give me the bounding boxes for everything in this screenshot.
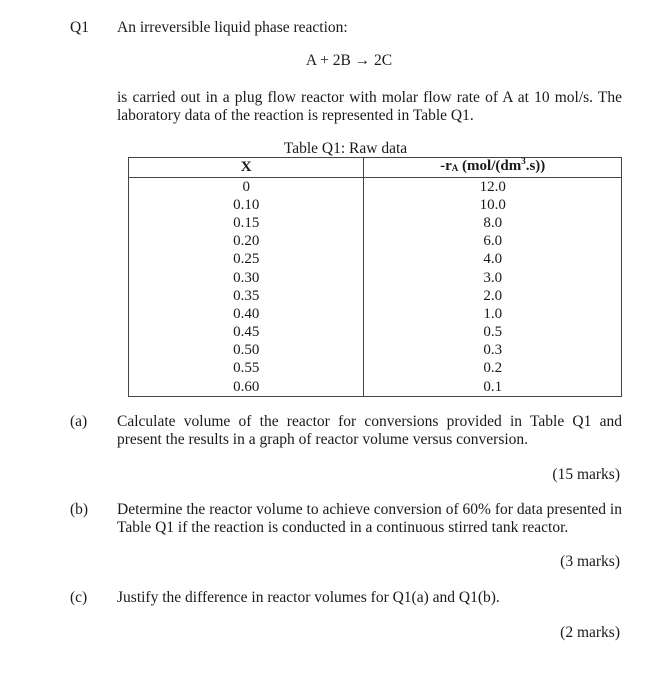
table-header-row bbox=[129, 158, 622, 178]
table-row bbox=[129, 214, 622, 232]
table-row bbox=[129, 378, 622, 397]
cell-conversion: 0.35 bbox=[129, 287, 364, 305]
raw-data-table bbox=[128, 157, 622, 397]
header-rate-sup: 3 bbox=[521, 156, 526, 166]
cell-rate: 10.0 bbox=[364, 196, 622, 214]
part-c-marks: (2 marks) bbox=[560, 624, 620, 641]
cell-rate: 1.0 bbox=[364, 305, 622, 323]
part-c-label: (c) bbox=[70, 589, 88, 606]
cell-conversion: 0 bbox=[129, 178, 364, 197]
table-row bbox=[129, 360, 622, 378]
part-b-marks: (3 marks) bbox=[560, 553, 620, 570]
header-conversion: X bbox=[129, 158, 364, 178]
cell-conversion: 0.30 bbox=[129, 269, 364, 287]
cell-rate: 0.2 bbox=[364, 360, 622, 378]
cell-conversion: 0.55 bbox=[129, 360, 364, 378]
table-row bbox=[129, 269, 622, 287]
cell-conversion: 0.20 bbox=[129, 233, 364, 251]
table-row bbox=[129, 178, 622, 197]
question-description: is carried out in a plug flow reactor with molar flow rate of A at 10 mol/s. The laboratory data of the reaction is represented in Table Q1. bbox=[117, 89, 622, 124]
cell-conversion: 0.25 bbox=[129, 251, 364, 269]
table-row bbox=[129, 233, 622, 251]
table-row bbox=[129, 305, 622, 323]
part-c-text: Justify the difference in reactor volumes for Q1(a) and Q1(b). bbox=[117, 589, 500, 606]
cell-conversion: 0.10 bbox=[129, 196, 364, 214]
part-b-label: (b) bbox=[70, 501, 89, 518]
cell-conversion: 0.60 bbox=[129, 378, 364, 397]
table-caption: Table Q1: Raw data bbox=[283, 140, 408, 157]
cell-rate: 0.3 bbox=[364, 342, 622, 360]
cell-rate: 0.1 bbox=[364, 378, 622, 397]
cell-rate: 12.0 bbox=[364, 178, 622, 197]
part-a-marks: (15 marks) bbox=[552, 466, 620, 483]
cell-rate: 0.5 bbox=[364, 324, 622, 342]
cell-rate: 3.0 bbox=[364, 269, 622, 287]
header-rate-sub: A bbox=[451, 163, 459, 173]
table-row bbox=[129, 287, 622, 305]
reaction-equation: A + 2B → 2C bbox=[305, 52, 393, 69]
cell-conversion: 0.45 bbox=[129, 324, 364, 342]
header-rate-prefix: -r bbox=[440, 158, 452, 174]
question-number: Q1 bbox=[70, 19, 89, 36]
table-row bbox=[129, 324, 622, 342]
part-a-label: (a) bbox=[70, 413, 88, 430]
header-rate-suffix: .s)) bbox=[525, 158, 546, 174]
question-intro: An irreversible liquid phase reaction: bbox=[117, 19, 348, 36]
part-a-text: Calculate volume of the reactor for conversions provided in Table Q1 and present the results in a graph of reactor volume versus conversion. bbox=[117, 413, 622, 448]
part-b-text: Determine the reactor volume to achieve conversion of 60% for data presented in Table Q1 if the reaction is conducted in a continuous stirred tank reactor. bbox=[117, 501, 622, 536]
header-rate bbox=[364, 158, 622, 178]
cell-conversion: 0.50 bbox=[129, 342, 364, 360]
cell-rate: 6.0 bbox=[364, 233, 622, 251]
table-row bbox=[129, 342, 622, 360]
table-row bbox=[129, 251, 622, 269]
cell-conversion: 0.15 bbox=[129, 214, 364, 232]
cell-rate: 2.0 bbox=[364, 287, 622, 305]
header-rate-mid: (mol/(dm bbox=[458, 158, 522, 174]
table-row bbox=[129, 196, 622, 214]
cell-rate: 8.0 bbox=[364, 214, 622, 232]
cell-rate: 4.0 bbox=[364, 251, 622, 269]
cell-conversion: 0.40 bbox=[129, 305, 364, 323]
